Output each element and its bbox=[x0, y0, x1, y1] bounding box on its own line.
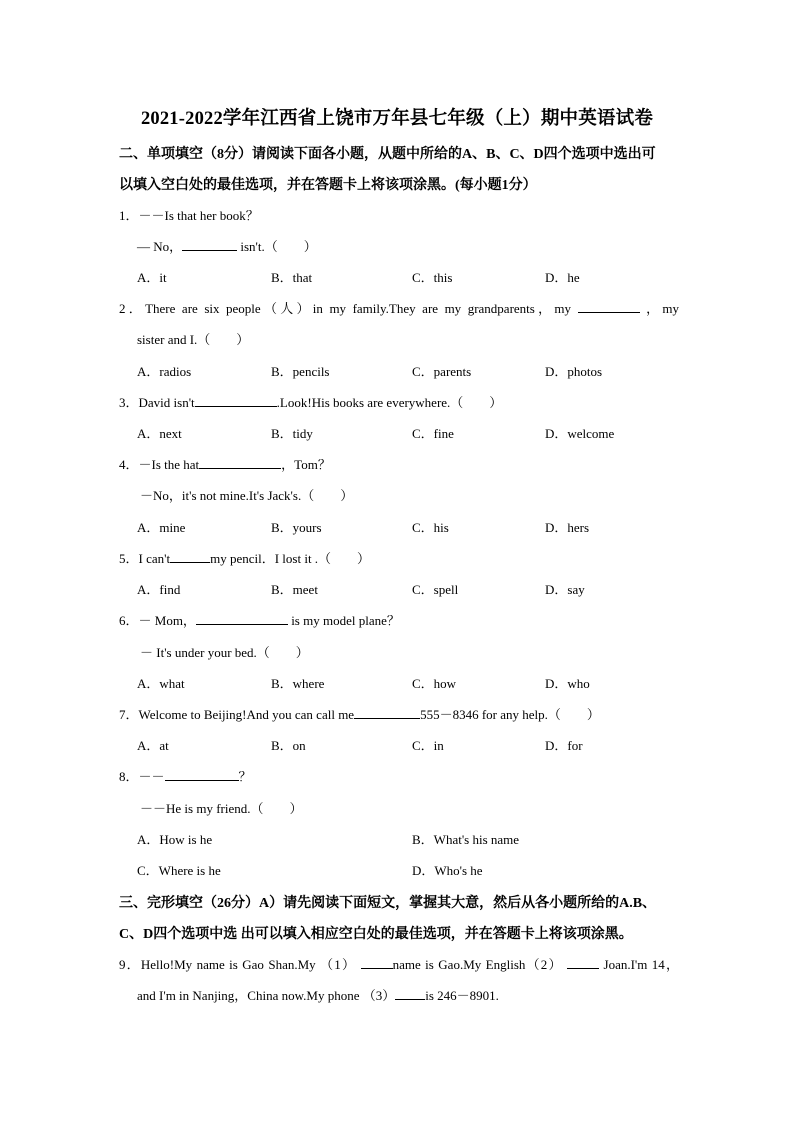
answer-blank[interactable] bbox=[165, 768, 239, 781]
question-number: 8． bbox=[119, 769, 139, 784]
option-d[interactable]: D．he bbox=[545, 270, 580, 285]
question-number: 4． bbox=[119, 457, 139, 472]
question-9: 9．Hello!My name is Gao Shan.My （1） name is Gao.My English（2） Joan.I'm 14， bbox=[119, 957, 679, 972]
answer-blank-3[interactable] bbox=[395, 987, 425, 1000]
question-2: 2．There are six people（人）in my family.They are my grandparents，my ，my bbox=[119, 301, 679, 316]
section-2-heading-line-1: 二、单项填空（8分）请阅读下面各小题，从题中所给的A、B、C、D四个选项中选出可 bbox=[119, 147, 656, 162]
option-b[interactable]: B．meet bbox=[271, 582, 318, 597]
question-number: 1． bbox=[119, 208, 139, 223]
option-b[interactable]: B．on bbox=[271, 738, 306, 753]
answer-blank[interactable] bbox=[578, 300, 640, 313]
option-a[interactable]: A．at bbox=[137, 738, 169, 753]
option-c[interactable]: C．fine bbox=[412, 426, 454, 441]
option-a[interactable]: A．mine bbox=[137, 520, 186, 535]
option-c[interactable]: C．how bbox=[412, 676, 457, 691]
option-b[interactable]: B．that bbox=[271, 270, 313, 285]
question-text: There are six people（人）in my family.They are my grandparents，my bbox=[145, 301, 572, 316]
question-1 bbox=[119, 206, 259, 226]
page-title: 2021-2022学年江西省上饶市万年县七年级（上）期中英语试卷 bbox=[140, 109, 654, 129]
option-a[interactable]: A．How is he bbox=[137, 832, 213, 847]
option-a[interactable]: A．what bbox=[137, 676, 185, 691]
question-4: 4．－Is the hat ，Tom？ bbox=[119, 457, 331, 472]
option-d[interactable]: D．who bbox=[545, 676, 590, 691]
question-6: 6．－ Mom， is my model plane？ bbox=[119, 613, 400, 628]
section-3-heading-line-1: 三、完形填空（26分）A）请先阅读下面短文，掌握其大意，然后从各小题所给的A.B、 bbox=[119, 896, 657, 911]
option-c[interactable]: C．his bbox=[412, 520, 449, 535]
answer-blank[interactable] bbox=[196, 612, 288, 625]
question-number: 2． bbox=[119, 301, 146, 316]
answer-blank-1[interactable] bbox=[361, 956, 393, 969]
answer-blank[interactable] bbox=[170, 550, 210, 563]
option-a[interactable]: A．find bbox=[137, 582, 181, 597]
question-8-answer-line: －－He is my friend.（ ） bbox=[140, 801, 303, 816]
option-c[interactable]: C．this bbox=[412, 270, 453, 285]
question-text: －－Is that her book？ bbox=[138, 208, 259, 223]
option-d[interactable]: D．welcome bbox=[545, 426, 615, 441]
answer-blank[interactable] bbox=[199, 456, 281, 469]
option-c[interactable]: C．parents bbox=[412, 364, 472, 379]
question-8: 8．－－ ？ bbox=[119, 769, 252, 784]
answer-blank[interactable] bbox=[354, 706, 420, 719]
question-3: 3．David isn't .Look!His books are everywhere.（ ） bbox=[119, 395, 503, 410]
question-number: 5． bbox=[119, 551, 139, 566]
section-2-heading-line-2: 以填入空白处的最佳选项，并在答题卡上将该项涂黑。(每小题1分） bbox=[119, 178, 537, 193]
answer-blank[interactable] bbox=[195, 394, 277, 407]
option-b[interactable]: B．where bbox=[271, 676, 325, 691]
question-1-answer-line: — No， isn't.（ ） bbox=[137, 239, 317, 254]
question-5: 5．I can't my pencil．I lost it .（ ） bbox=[119, 551, 371, 566]
option-d[interactable]: D．hers bbox=[545, 520, 590, 535]
question-number: 7． bbox=[119, 707, 139, 722]
option-a[interactable]: A．radios bbox=[137, 364, 192, 379]
question-7: 7．Welcome to Beijing!And you can call me 555－8346 for any help.（ ） bbox=[119, 707, 600, 722]
option-c[interactable]: C．Where is he bbox=[137, 863, 221, 878]
option-d[interactable]: D．Who's he bbox=[412, 863, 483, 878]
question-number: 9． bbox=[119, 957, 141, 972]
question-2-continued: sister and I.（ ） bbox=[137, 332, 250, 347]
option-b[interactable]: B．What's his name bbox=[412, 832, 520, 847]
question-9-continued: and I'm in Nanjing，China now.My phone （3） is 246－8901. bbox=[137, 988, 499, 1003]
option-c[interactable]: C．spell bbox=[412, 582, 459, 597]
answer-blank-2[interactable] bbox=[567, 956, 599, 969]
question-number: 6． bbox=[119, 613, 139, 628]
option-b[interactable]: B．pencils bbox=[271, 364, 330, 379]
question-6-answer-line: － It's under your bed.（ ） bbox=[140, 645, 309, 660]
option-a[interactable]: A．it bbox=[137, 270, 167, 285]
option-d[interactable]: D．photos bbox=[545, 364, 603, 379]
option-b[interactable]: B．yours bbox=[271, 520, 322, 535]
option-d[interactable]: D．for bbox=[545, 738, 583, 753]
question-number: 3． bbox=[119, 395, 139, 410]
option-b[interactable]: B．tidy bbox=[271, 426, 313, 441]
option-c[interactable]: C．in bbox=[412, 738, 444, 753]
answer-blank[interactable] bbox=[182, 238, 237, 251]
option-d[interactable]: D．say bbox=[545, 582, 585, 597]
section-3-heading-line-2: C、D四个选项中选 出可以填入相应空白处的最佳选项，并在答题卡上将该项涂黑。 bbox=[119, 927, 633, 942]
question-4-answer-line: －No，it's not mine.It's Jack's.（ ） bbox=[140, 488, 354, 503]
option-a[interactable]: A．next bbox=[137, 426, 182, 441]
